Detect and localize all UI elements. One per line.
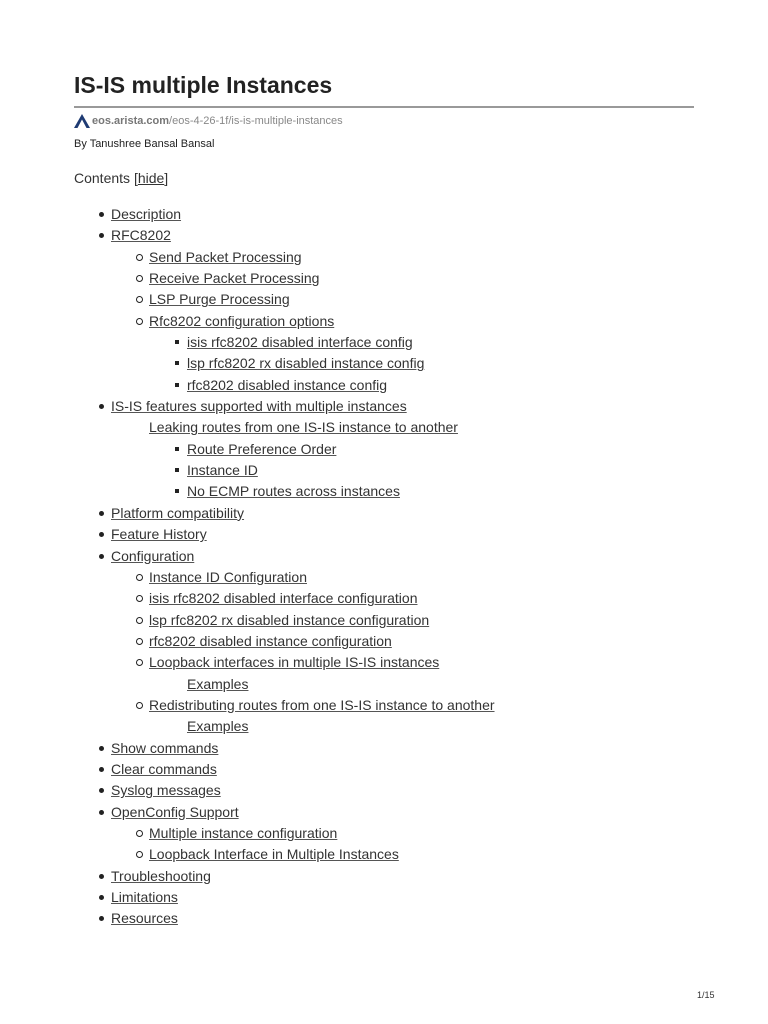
toc-item [74,695,694,716]
toc-item [74,332,694,353]
toc-item [74,631,694,652]
toc-item [74,375,694,396]
toc-item [74,844,694,865]
author-byline: By Tanushree Bansal Bansal [74,138,215,150]
source-path[interactable]: /eos-4-26-1f/is-is-multiple-instances [169,115,343,127]
toc-item [74,738,694,759]
toc-item [74,481,694,502]
toc-item [74,546,694,567]
toc-item [74,204,694,225]
toc-link[interactable]: rfc8202 disabled instance config [187,376,388,393]
toc-item [74,460,694,481]
toc-item [74,225,694,246]
toc-link[interactable]: Examples [187,718,249,735]
toc-item [74,268,694,289]
toc-item [74,417,694,438]
toc-item [74,866,694,887]
toc-link[interactable]: OpenConfig Support [111,803,239,820]
toc-link[interactable]: Limitations [111,889,178,905]
title-divider [74,106,694,108]
toc-item [74,908,694,929]
toc-link[interactable]: Configuration [111,547,195,564]
toc-link[interactable]: Multiple instance configuration [149,824,338,841]
toc-link[interactable]: Syslog messages [111,782,221,799]
toc-item [74,524,694,545]
contents-label: Contents [74,170,131,186]
toc-link[interactable]: Send Packet Processing [149,248,302,265]
contents-bracket-close: ] [164,170,169,186]
toc-item [74,759,694,780]
arista-logo-icon [74,114,90,128]
toc-link[interactable]: Loopback interfaces in multiple IS-IS instances [149,654,440,671]
contents-bracket-open: [ [133,170,138,186]
toc-item [74,823,694,844]
page-title: IS-IS multiple Instances [74,72,333,98]
toc-link[interactable]: Instance ID Configuration [149,568,307,585]
toc-item [74,887,694,908]
toc-item [74,652,694,673]
toc-item [74,503,694,524]
toc-link[interactable]: Redistributing routes from one IS-IS instance to another [149,696,495,713]
toc-item [74,353,694,374]
toc-link[interactable]: Leaking routes from one IS-IS instance to another [149,419,458,436]
toc-link[interactable]: Description [111,206,182,222]
toc-item [74,716,694,737]
toc-link[interactable]: lsp rfc8202 rx disabled instance config [187,355,425,372]
toc-link[interactable]: Examples [187,675,249,692]
toc-link[interactable]: Clear commands [111,760,217,777]
source-url[interactable] [74,113,343,129]
toc-link[interactable]: Loopback Interface in Multiple Instances [149,846,399,863]
toc-link[interactable]: LSP Purge Processing [149,291,290,308]
toc-item [74,802,694,823]
toc-link[interactable]: Route Preference Order [187,440,337,457]
table-of-contents [74,204,694,930]
toc-item [74,311,694,332]
toc-link[interactable]: lsp rfc8202 rx disabled instance configuration [149,611,430,628]
contents-heading [74,170,168,186]
hide-contents-link[interactable]: hide [137,170,165,186]
toc-link[interactable]: Troubleshooting [111,867,211,884]
toc-item [74,247,694,268]
toc-link[interactable]: Feature History [111,526,207,543]
toc-link[interactable]: isis rfc8202 disabled interface config [187,334,413,351]
toc-link[interactable]: Resources [111,910,178,927]
toc-link[interactable]: Instance ID [187,462,258,479]
toc-link[interactable]: rfc8202 disabled instance configuration [149,632,392,649]
toc-link[interactable]: isis rfc8202 disabled interface configuration [149,590,418,607]
toc-item [74,780,694,801]
toc-item [74,674,694,695]
page-number: 1/15 [697,990,715,1000]
toc-link[interactable]: Show commands [111,739,219,756]
toc-link[interactable]: Rfc8202 configuration options [149,312,335,329]
toc-link[interactable]: No ECMP routes across instances [187,483,400,500]
toc-link[interactable]: Platform compatibility [111,504,245,521]
toc-link[interactable]: IS-IS features supported with multiple instances [111,398,407,415]
toc-item [74,396,694,417]
toc-list [74,204,694,930]
source-domain[interactable]: eos.arista.com [92,115,170,127]
toc-item [74,588,694,609]
toc-item [74,567,694,588]
toc-item [74,289,694,310]
toc-link[interactable]: Receive Packet Processing [149,270,320,287]
toc-item [74,610,694,631]
toc-item [74,439,694,460]
toc-link[interactable]: RFC8202 [111,227,171,244]
